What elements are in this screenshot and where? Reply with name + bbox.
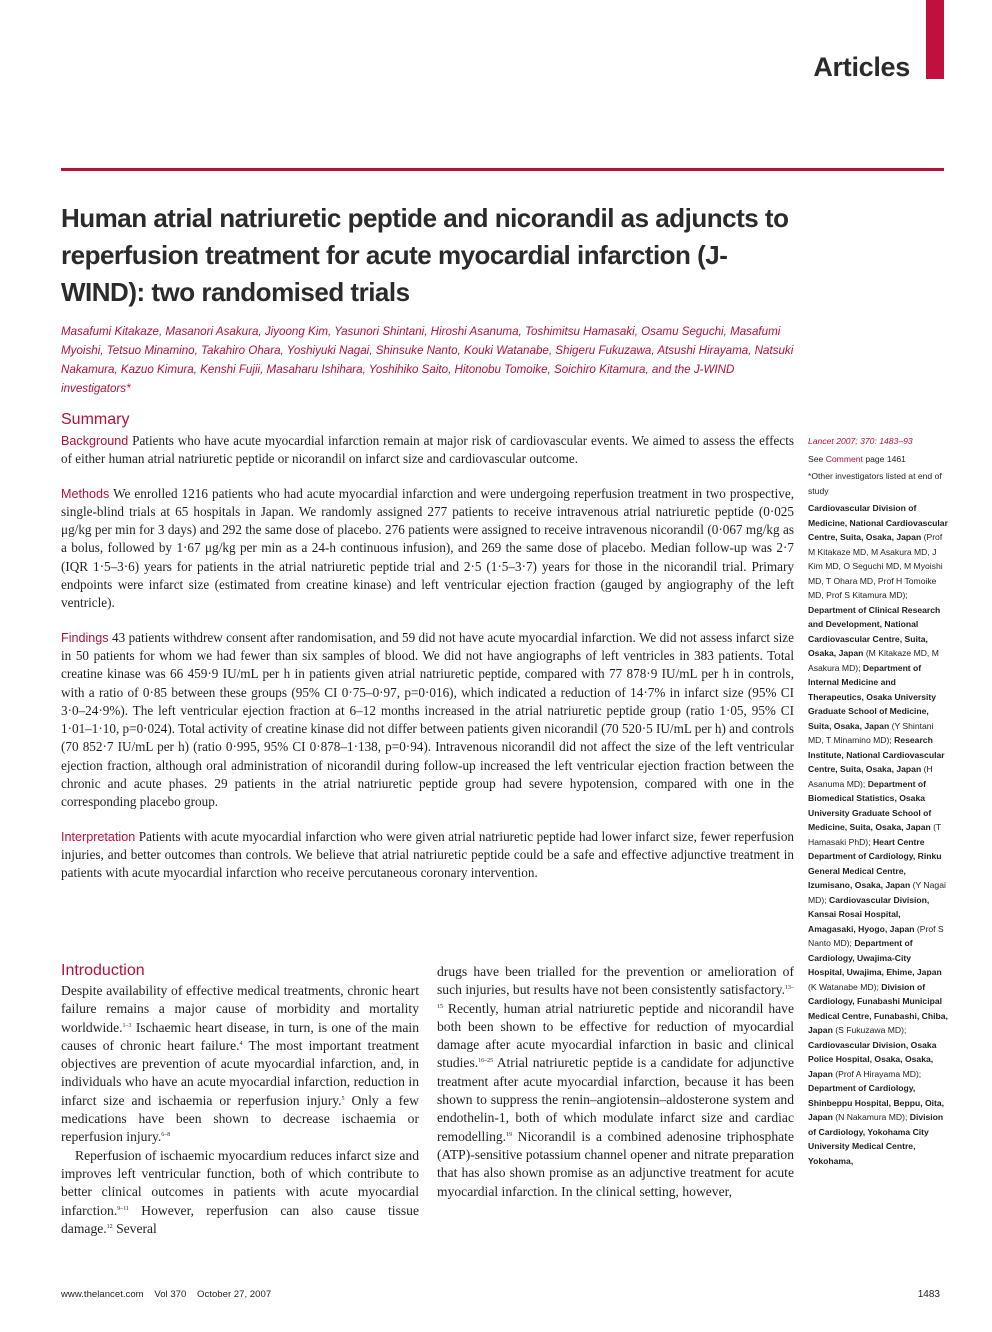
- affiliation-people: (Prof S Nanto MD);: [808, 923, 944, 948]
- reference[interactable]: 13–15: [437, 985, 794, 1010]
- affiliation-people: (Prof A Hirayama MD);: [835, 1068, 922, 1079]
- footer: [61, 1289, 279, 1300]
- summary-interpretation: [61, 828, 794, 883]
- affiliation-people: (M Kitakaze MD, M Asakura MD);: [808, 648, 939, 673]
- affiliation-people: (Y Shintani MD, T Minamino MD);: [808, 720, 934, 745]
- intro-paragraph-2: Reperfusion of ischaemic myocardium reduces infarct size and improves left ventricular function, both of which contribute to better clinical outcomes in patients with acute myocardial infarction.$^{9-11}$ However, reperfusion can also cause tissue damage.$^{12}$ Several: [61, 1147, 419, 1236]
- footer-volume: Vol 370: [154, 1289, 187, 1300]
- section-color-tab: [926, 0, 944, 79]
- summary-heading: Summary: [61, 411, 130, 428]
- introduction-column-2: [437, 963, 794, 1201]
- header-rule: [61, 168, 944, 171]
- interpretation-label: Interpretation: [61, 829, 136, 844]
- affiliation-people: (H Asanuma MD);: [808, 764, 933, 789]
- author-list: Masafumi Kitakaze, Masanori Asakura, Jiyoong Kim, Yasunori Shintani, Hiroshi Asanuma, Toshimitsu Hamasaki, Osamu Seguchi, Masafumi Myoishi, Tetsuo Minamino, Takahiro Ohara, Yoshiyuki Nagai, Shinsuke Nanto, Kouki Watanabe, Shigeru Fukuzawa, Atsushi Hirayama, Natsuki Nakamura, Kazuo Kimura, Kenshi Fujii, Masaharu Ishihara, Yoshihiko Saito, Hitonobu Tomoike, Soichiro Kitamura, and the J-WIND investigators*: [61, 325, 794, 395]
- summary-background: [61, 432, 794, 469]
- citation: Lancet 2007; 370: 1483–93: [808, 436, 913, 446]
- footer-date: October 27, 2007: [197, 1289, 272, 1300]
- findings-label: Findings: [61, 630, 109, 645]
- page-number: 1483: [917, 1289, 940, 1300]
- introduction-column-1: [61, 982, 419, 1238]
- investigators-note: *Other investigators listed at end of study: [808, 471, 942, 496]
- summary-methods: [61, 485, 794, 613]
- affiliation-institution: Research Institute, National Cardiovascular Centre, Suita, Osaka, Japan: [808, 735, 945, 774]
- see-comment: See Comment page 1461: [808, 453, 906, 464]
- affiliation-institution: Cardiovascular Division of Medicine, National Cardiovascular Centre, Suita, Osaka, Japan: [808, 503, 948, 542]
- methods-text: We enrolled 1216 patients who had acute myocardial infarction and were undergoing reperfusion treatment in two prospective, single-blind trials at 65 hospitals in Japan. We randomly assigned 277 patients to receive intravenous atrial natriuretic peptide (0·025 μg/kg per min for 3 days) and 292 the same dose of placebo. 276 patients were assigned to receive intravenous nicorandil (0·067 mg/kg as a bolus, followed by 1·67 μg/kg per min as a 24-h continuous infusion), and 269 the same dose of placebo. Median follow-up was 2·7 (IQR 1·5–3·6) years for patients in the atrial natriuretic peptide trial and 2·5 (1·5–3·7) years for those in the nicorandil trial. Primary endpoints were infarct size (estimated from creatine kinase) and left ventricular ejection fraction (gauged by angiography of the left ventricle).: [61, 485, 795, 611]
- affiliation-institution: Department of Cardiology, Shinbeppu Hospital, Beppu, Oita, Japan: [808, 1083, 945, 1122]
- affiliation-people: (N Nakamura MD);: [835, 1112, 908, 1122]
- intro-paragraph-1: Despite availability of effective medical treatments, chronic heart failure remains a major cause of morbidity and mortality worldwide.$^{1-3}$ Ischaemic heart disease, in turn, is one of the main causes of chronic heart failure.$^4$ The most important treatment objectives are prevention of acute myocardial infarction, and, in individuals who have an acute myocardial infarction, reduction in infarct size and ischaemia or reperfusion injury.$^5$ Only a few medications have been shown to decrease ischaemia or reperfusion injury.$^{6-8}$: [61, 983, 419, 1145]
- affiliation-institution: Heart Centre Department of Cardiology, Rinku General Medical Centre, Izumisano, Osaka, Japan: [808, 836, 942, 890]
- summary-findings: [61, 629, 794, 812]
- reference[interactable]: 16–25: [478, 1058, 494, 1065]
- section-label: Articles: [813, 52, 910, 82]
- affiliation-people: (Y Nagai MD);: [808, 880, 946, 905]
- reference[interactable]: 19: [506, 1131, 513, 1138]
- affiliation-institution: Division of Cardiology, Yokohama City University Medical Centre, Yokohama,: [808, 1112, 944, 1166]
- background-label: Background: [61, 434, 129, 448]
- affiliation-institution: Division of Cardiology, Funabashi Municipal Medical Centre, Funabashi, Chiba, Japan: [808, 981, 948, 1035]
- background-text: Patients who have acute myocardial infarction remain at major risk of cardiovascular events. We aimed to assess the effects of either human atrial natriuretic peptide or nicorandil on infarct size and cardiovascular outcome.: [61, 433, 794, 467]
- reference[interactable]: 5: [341, 1095, 345, 1102]
- affiliation-people: (S Fukuzawa MD);: [835, 1025, 907, 1035]
- affiliation-institution: Department of Biomedical Statistics, Osaka University Graduate School of Medicine, Suita, Osaka, Japan: [808, 778, 932, 832]
- reference[interactable]: 1–3: [122, 1022, 132, 1029]
- intro-paragraph-2-continued: drugs have been trialled for the prevention or amelioration of such injuries, but results have not been consistently satisfactory.$^{13-15}$ Recently, human atrial natriuretic peptide and nicorandil have both been shown to be effective for reduction of myocardial damage after acute myocardial infarction in basic and clinical studies.$^{16-25}$ Atrial natriuretic peptide is a candidate for adjunctive treatment after acute myocardial infarction, because it has been shown to suppress the renin–angiotensin–aldosterone system and endothelin-1, both of which modulate infarct size and cardiac remodelling.$^{19}$ Nicorandil is a combined adenosine triphosphate (ATP)-sensitive potassium channel opener and nitrate preparation that has also shown promise as an adjunctive treatment for acute myocardial infarction. In the clinical setting, however,: [437, 964, 794, 1199]
- interpretation-text: Patients with acute myocardial infarction who were given atrial natriuretic peptide had lower infarct size, fewer reperfusion injuries, and better outcomes than controls. We believe that atrial natriuretic peptide could be a safe and effective adjunctive treatment in patients with acute myocardial infarction who receive percutaneous coronary intervention.: [61, 828, 795, 881]
- affiliation-institution: Cardiovascular Division, Osaka Police Hospital, Osaka, Osaka, Japan: [808, 1039, 937, 1079]
- affiliation-people: (T Hamasaki PhD);: [808, 822, 942, 847]
- findings-text: 43 patients withdrew consent after randomisation, and 59 did not have acute myocardial infarction. We did not assess infarct size in 50 patients for whom we had fewer than six samples of blood. We did not have angiographs of left ventricles in 383 patients. Total creatine kinase was 66 459·9 IU/mL per h in patients given atrial natriuretic peptide, compared with 77 878·9 IU/mL per h in controls, with a ratio of 0·85 between these groups (95% CI 0·75–0·97, p=0·016), which indicated a reduction of 14·7% in infarct size (95% CI 3·0–24·9%). The left ventricular ejection fraction at 6–12 months increased in the atrial natriuretic peptide group (ratio 1·05, 95% CI 1·01–1·10, p=0·024). Total activity of creatine kinase did not differ between patients given nicorandil (70 520·5 IU/mL per h) and controls (70 852·7 IU/mL per h) (ratio 0·995, 95% CI 0·878–1·138, p=0·94). Intravenous nicorandil did not affect the size of the left ventricular ejection fraction, although oral administration of nicorandil during follow-up increased the left ventricular ejection fraction between the chronic and acute phases. 29 patients in the atrial natriuretic peptide group had severe hypotension, compared with one in the corresponding placebo group.: [61, 629, 794, 810]
- affiliation-people: (Prof M Kitakaze MD, M Asakura MD, J Kim MD, O Seguchi MD, M Myoishi MD, T Ohara MD, Prof H Tomoike MD, Prof S Kitamura MD);: [808, 532, 943, 600]
- reference[interactable]: 12: [106, 1223, 113, 1230]
- affiliation-institution: Department of Cardiology, Uwajima-City Hospital, Uwajima, Ehime, Japan: [808, 938, 942, 977]
- affiliations: [808, 501, 948, 1168]
- affiliation-institution: Department of Internal Medicine and Therapeutics, Osaka University Graduate School of Medicine, Suita, Osaka, Japan: [808, 662, 937, 731]
- comment-link[interactable]: Comment: [825, 453, 863, 464]
- reference[interactable]: 6–8: [161, 1132, 171, 1139]
- methods-label: Methods: [61, 486, 110, 501]
- summary: [61, 432, 794, 899]
- reference[interactable]: 9–11: [117, 1205, 130, 1212]
- introduction-heading: Introduction: [61, 962, 145, 979]
- affiliation-institution: Department of Clinical Research and Development, National Cardiovascular Centre, Suita, Osaka, Japan: [808, 604, 941, 658]
- reference[interactable]: 4: [239, 1040, 243, 1047]
- article-title: Human atrial natriuretic peptide and nicorandil as adjuncts to reperfusion treatment for acute myocardial infarction (J-WIND): two randomised trials: [61, 203, 789, 307]
- affiliation-institution: Cardiovascular Division, Kansai Rosai Hospital, Amagasaki, Hyogo, Japan: [808, 894, 930, 934]
- affiliation-people: (K Watanabe MD);: [808, 981, 879, 992]
- footer-website[interactable]: www.thelancet.com: [61, 1289, 144, 1300]
- sidebar: [808, 434, 948, 1168]
